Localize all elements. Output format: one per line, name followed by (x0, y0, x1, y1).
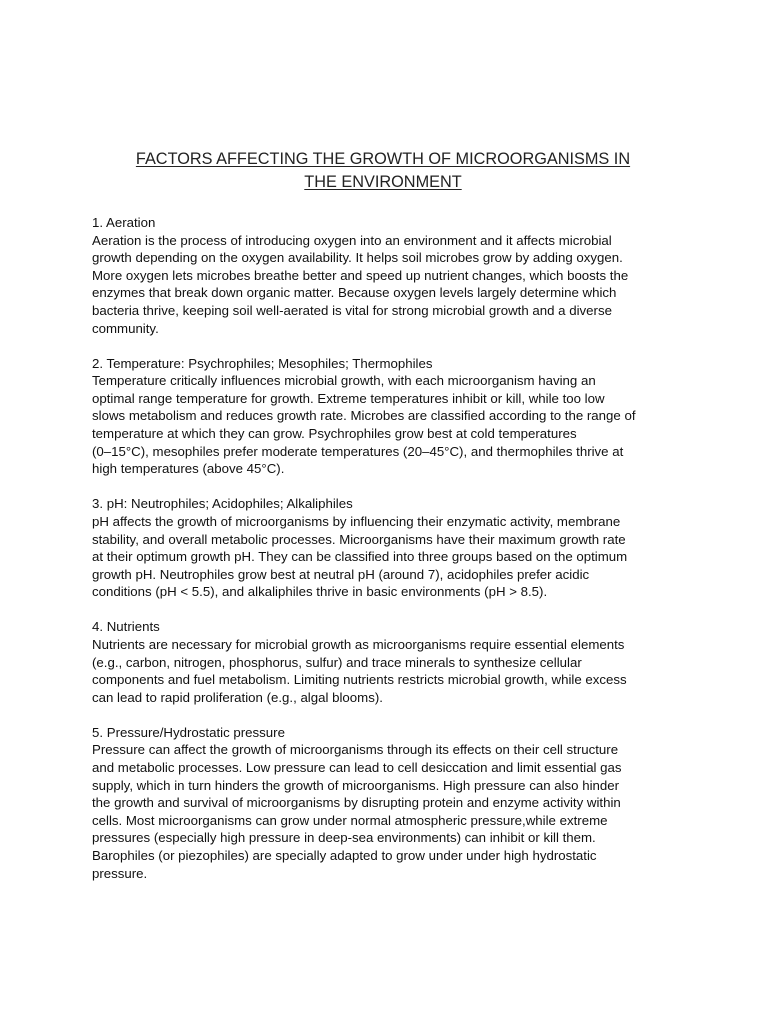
section-heading: 3. pH: Neutrophiles; Acidophiles; Alkaliphiles (92, 496, 353, 512)
section-heading: 2. Temperature: Psychrophiles; Mesophiles; Thermophiles (92, 355, 433, 371)
section-paragraph: Nutrients are necessary for microbial growth as microorganisms require essential elements (e.g., carbon, nitrogen, phosphorus, sulfur) and trace minerals to synthesize cellular components and fuel metabolism. Limiting nutrients restricts microbial growth, while excess can lead to rapid proliferation (e.g., algal blooms). (92, 636, 627, 705)
section-heading: 4. Nutrients (92, 619, 160, 635)
section-paragraph: Pressure can affect the growth of microorganisms through its effects on their cell structure and metabolic processes. Low pressure can lead to cell desiccation and limit essential gas supply, which in turn hinders the growth of microorganisms. High pressure can also hinder the growth and survival of microorganisms by disrupting protein and enzyme activity within cells. Most microorganisms can grow under normal atmospheric pressure,while extreme pressures (especially high pressure in deep-sea environments) can inhibit or kill them. Barophiles (or piezophiles) are specially adapted to grow under under high hydrostatic pressure. (92, 742, 622, 881)
section-paragraph: Aeration is the process of introducing oxygen into an environment and it affects microbial growth depending on the oxygen availability. It helps soil microbes grow by adding oxygen. More oxygen lets microbes breathe better and speed up nutrient changes, which boosts the enzymes that break down organic matter. Because oxygen levels largely determine which bacteria thrive, keeping soil well-aerated is vital for strong microbial growth and a diverse community. (92, 232, 629, 336)
section-heading: 5. Pressure/Hydrostatic pressure (92, 724, 285, 740)
section-temperature (92, 355, 682, 478)
page-title: FACTORS AFFECTING THE GROWTH OF MICROORGANISMS IN THE ENVIRONMENT (135, 150, 631, 191)
section-ph (92, 495, 682, 601)
section-heading: 1. Aeration (92, 215, 156, 230)
section-pressure (92, 724, 682, 882)
section-nutrients (92, 618, 682, 706)
section-paragraph: pH affects the growth of microorganisms by influencing their enzymatic activity, membrane stability, and overall metabolic processes. Microorganisms have their maximum growth rate at their optimum growth pH. They can be classified into three groups based on the optimum growth pH. Neutrophiles grow best at neutral pH (around 7), acidophiles prefer acidic conditions (pH < 5.5), and alkaliphiles thrive in basic environments (pH > 8.5). (92, 513, 628, 600)
section-aeration (92, 214, 682, 337)
document-body (92, 214, 682, 900)
section-paragraph: Temperature critically influences microbial growth, with each microorganism having an optimal range temperature for growth. Extreme temperatures inhibit or kill, while too low slows metabolism and reduces growth rate. Microbes are classified according to the range of temperature at which they can grow. Psychrophiles grow best at cold temperatures (0–15°C), mesophiles prefer moderate temperatures (20–45°C), and thermophiles thrive at high temperatures (above 45°C). (92, 373, 636, 477)
